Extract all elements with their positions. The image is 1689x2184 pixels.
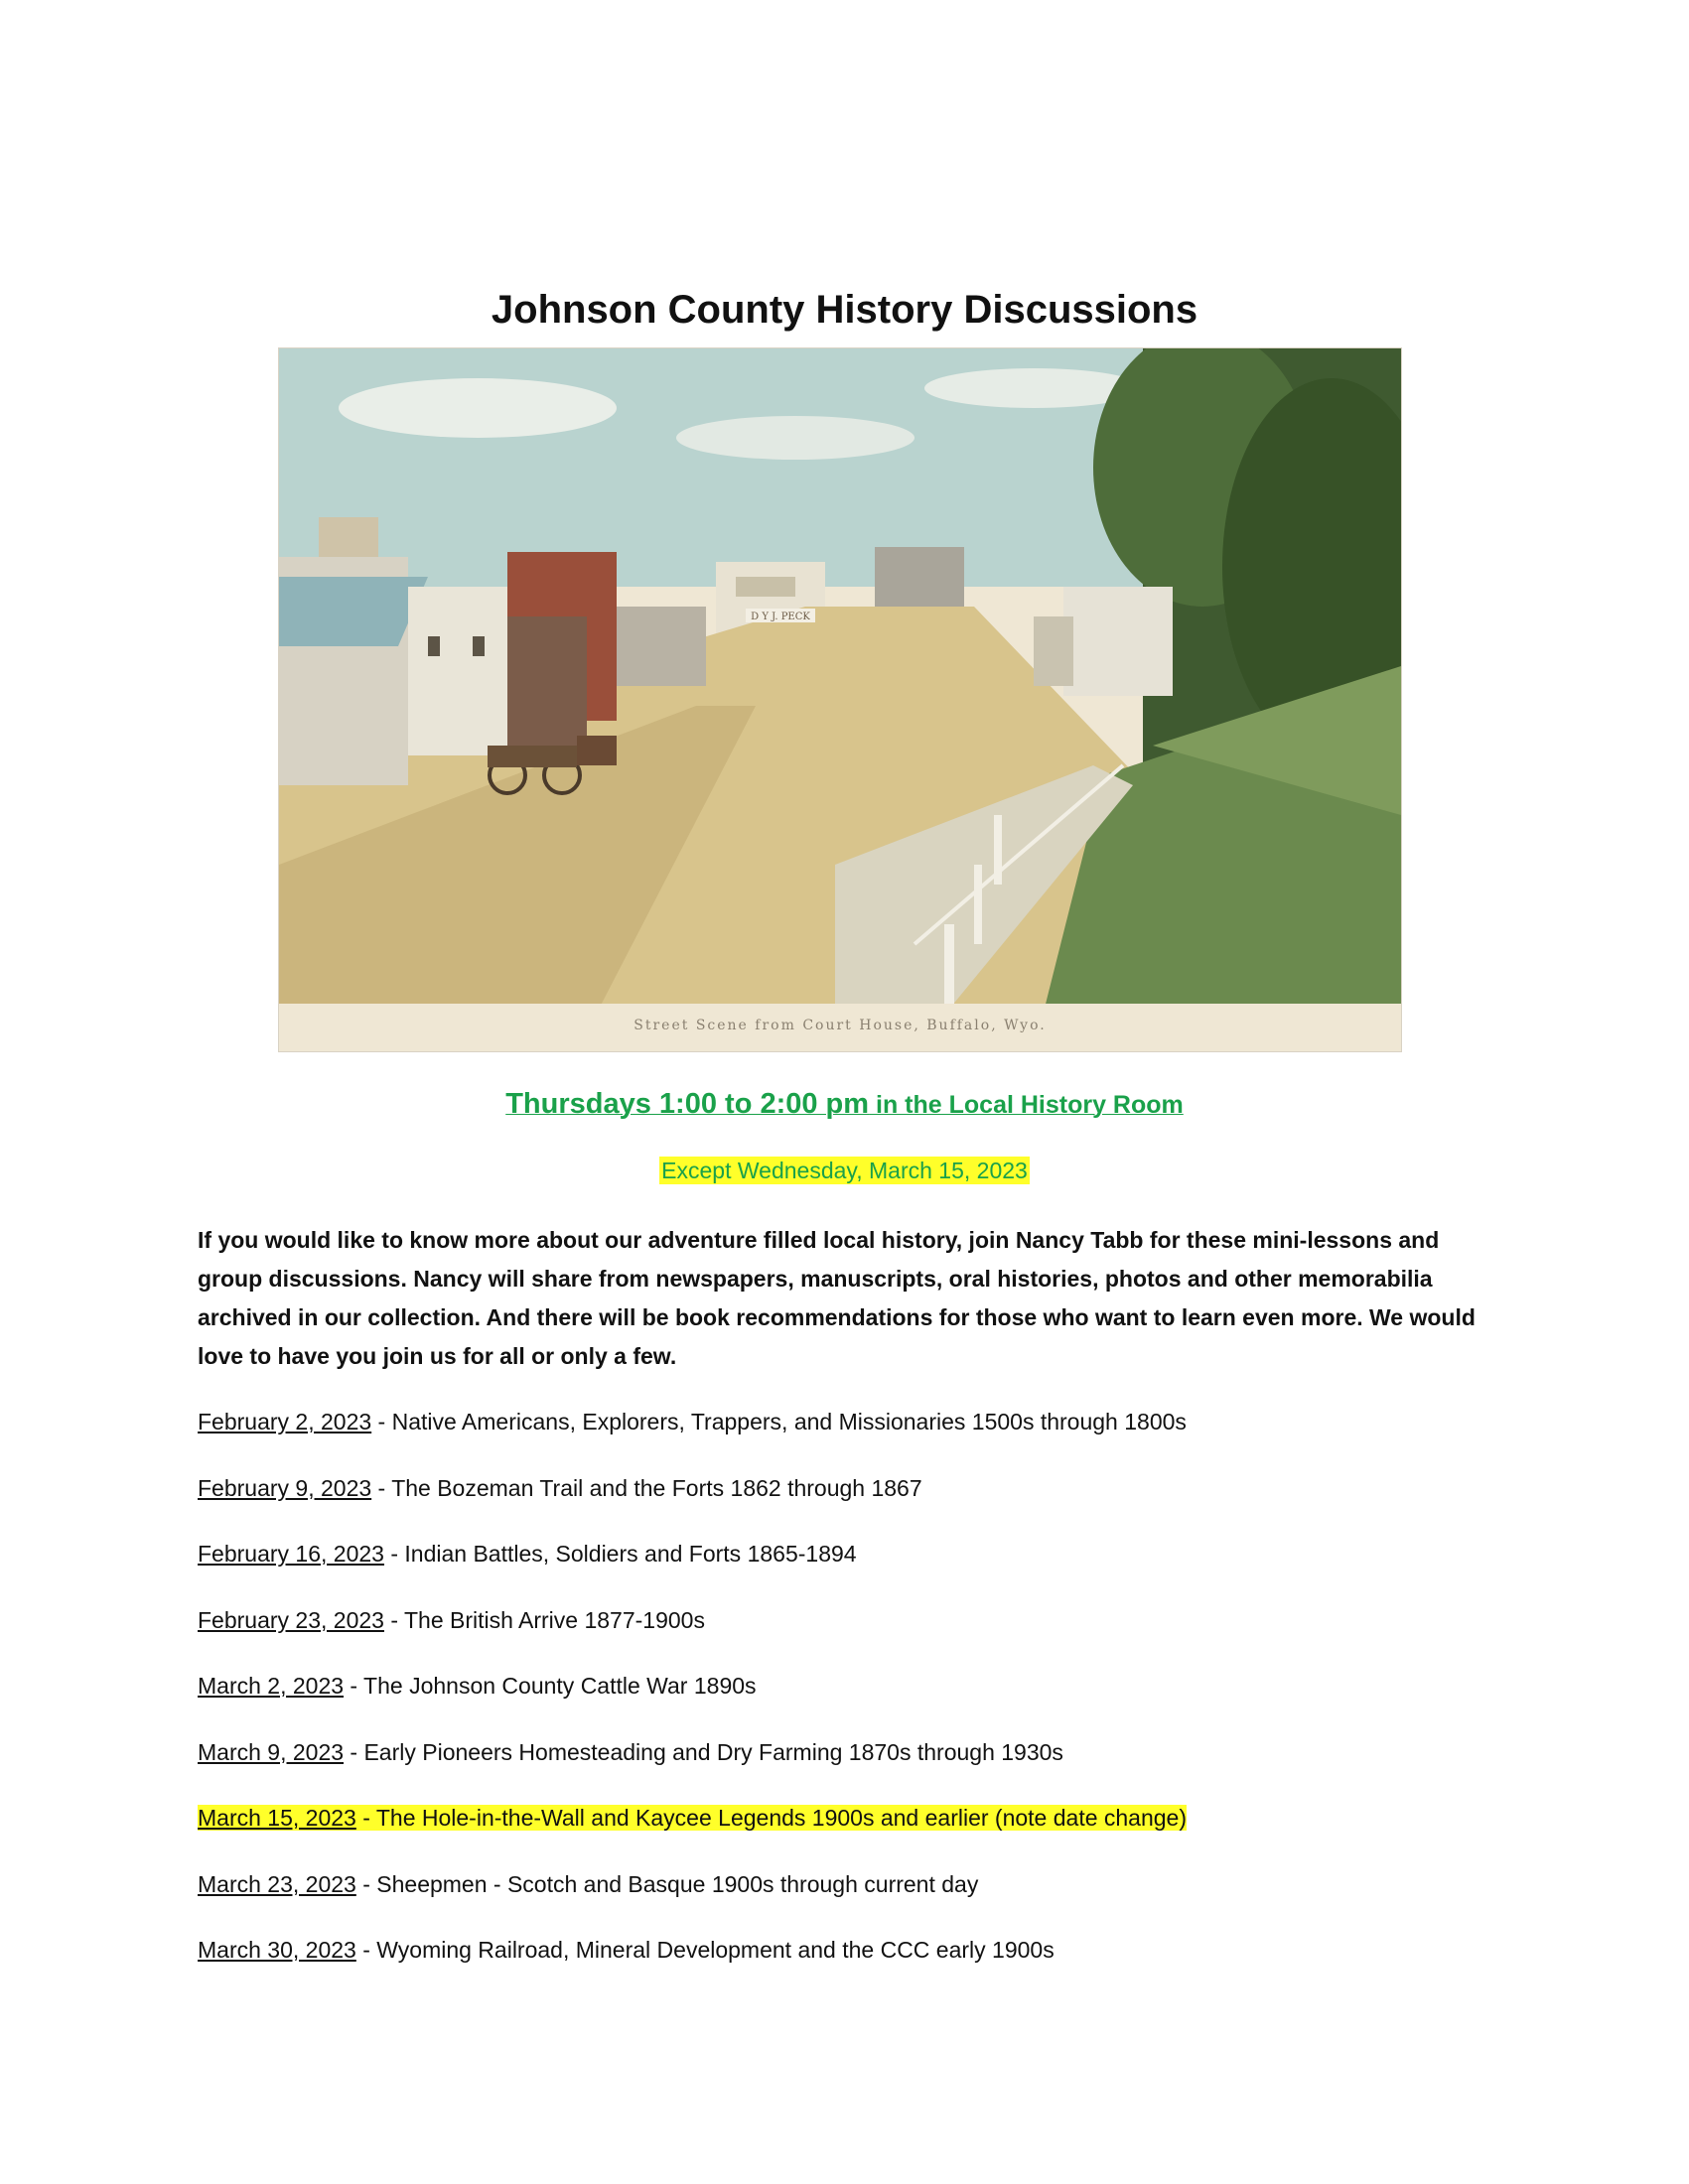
event-description: - Sheepmen - Scotch and Basque 1900s through current day: [355, 1870, 979, 1897]
intro-paragraph: If you would like to know more about our adventure filled local history, join Nancy Tabb for these mini-lessons and group discussions. Nancy will share from newspapers, manuscripts, oral histories, photos and other memorabilia archived in our collection. And there will be book recommendations for those who want to learn even more. We would love to have you join us for all or only a few.: [198, 1227, 1476, 1369]
event-date: February 2, 2023: [198, 1409, 372, 1434]
schedule-line: [0, 1088, 1689, 1121]
event-description: - The Bozeman Trail and the Forts 1862 through 1867: [371, 1474, 922, 1501]
shop-sign-text: D Y J. PECK: [751, 612, 810, 622]
list-item: [198, 1736, 1488, 1803]
exception-note: [0, 1158, 1689, 1184]
event-description: - The Hole-in-the-Wall and Kaycee Legends 1900s and earlier (note date change): [355, 1805, 1188, 1831]
page-title: Johnson County History Discussions: [491, 288, 1198, 332]
event-date: March 15, 2023: [198, 1805, 356, 1831]
event-list: [198, 1406, 1488, 2000]
list-item: [198, 1934, 1488, 2000]
list-item: [198, 1538, 1488, 1604]
list-item: [198, 1868, 1488, 1935]
event-description: - Indian Battles, Soldiers and Forts 1865-1894: [383, 1541, 857, 1567]
event-date: February 16, 2023: [198, 1541, 384, 1567]
exception-text: Except Wednesday, March 15, 2023: [661, 1158, 1028, 1183]
event-date: March 9, 2023: [198, 1738, 345, 1765]
list-item: [198, 1670, 1488, 1736]
list-item: [198, 1406, 1488, 1472]
event-description: - Early Pioneers Homesteading and Dry Farming 1870s through 1930s: [344, 1738, 1063, 1765]
event-description: - The British Arrive 1877-1900s: [383, 1606, 705, 1633]
street-scene-illustration: [279, 348, 1401, 1051]
event-description: - Wyoming Railroad, Mineral Development and the CCC early 1900s: [355, 1937, 1055, 1963]
event-description: - Native Americans, Explorers, Trappers, and Missionaries 1500s through 1800s: [371, 1409, 1187, 1434]
event-date: February 23, 2023: [198, 1606, 384, 1633]
list-item-highlighted: [198, 1802, 1488, 1868]
event-date: March 2, 2023: [198, 1673, 345, 1699]
schedule-location: in the Local History Room: [869, 1091, 1184, 1119]
list-item: [198, 1604, 1488, 1671]
event-date: March 30, 2023: [198, 1937, 356, 1963]
event-date: March 23, 2023: [198, 1870, 356, 1897]
list-item: [198, 1472, 1488, 1539]
historic-street-photo: [278, 347, 1402, 1052]
photo-caption: Street Scene from Court House, Buffalo, Wyo.: [633, 1018, 1047, 1033]
event-description: - The Johnson County Cattle War 1890s: [344, 1673, 757, 1699]
schedule-time: Thursdays 1:00 to 2:00 pm: [505, 1088, 870, 1120]
event-date: February 9, 2023: [198, 1474, 372, 1501]
